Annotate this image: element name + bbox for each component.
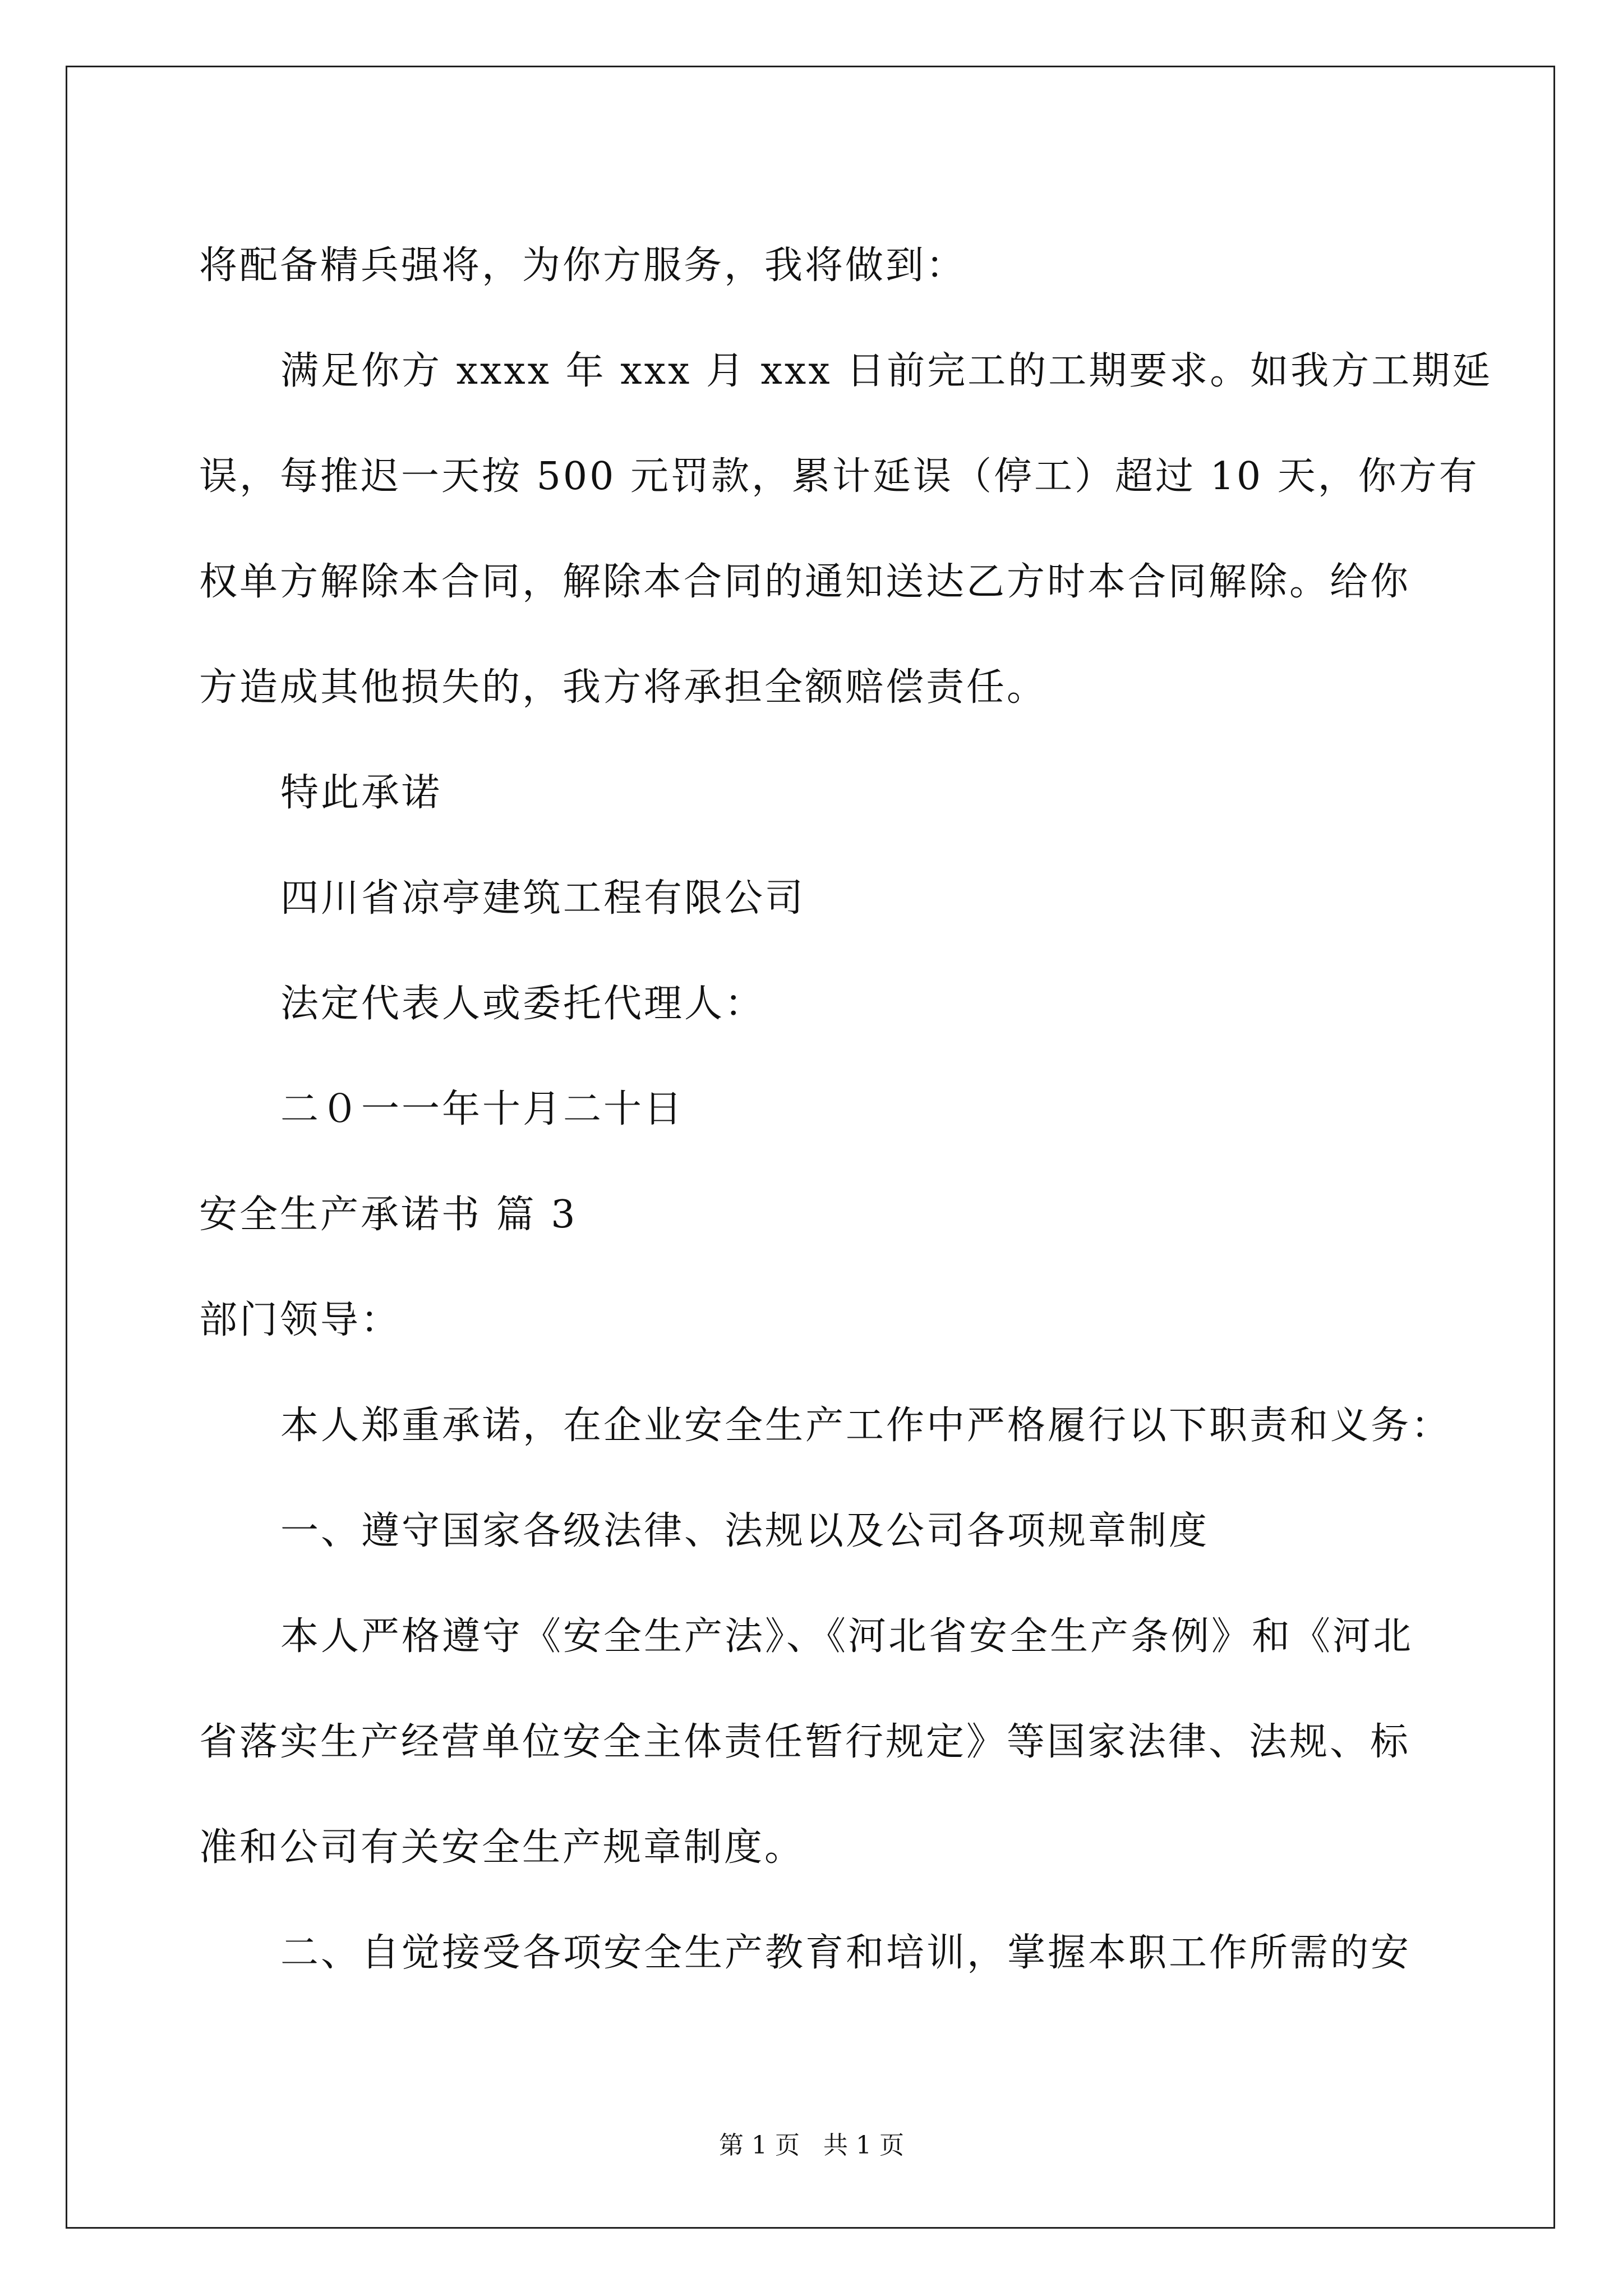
- company-name: 四川省凉亭建筑工程有限公司: [280, 876, 806, 921]
- text-line-17: 二、自觉接受各项安全生产教育和培训，掌握本职工作所需的安: [280, 1931, 1412, 1975]
- text-line-2: 满足你方 xxxx 年 xxx 月 xxx 日前完工的工期要求。如我方工期延: [280, 349, 1493, 393]
- text-line-5: 方造成其他损失的，我方将承担全额赔偿责任。: [199, 665, 1048, 710]
- text-line-4: 权单方解除本合同，解除本合同的通知送达乙方时本合同解除。给你: [199, 560, 1411, 604]
- signatory-label: 法定代表人或委托代理人：: [280, 982, 766, 1026]
- document-date: 二０一一年十月二十日: [280, 1087, 685, 1131]
- text-line-1: 将配备精兵强将，为你方服务，我将做到：: [199, 243, 967, 288]
- text-line-15: 省落实生产经营单位安全主体责任暂行规定》等国家法律、法规、标: [199, 1720, 1411, 1764]
- text-line-12: 本人郑重承诺，在企业安全生产工作中严格履行以下职责和义务：: [280, 1404, 1452, 1448]
- text-line-14: 本人严格遵守《安全生产法》、《河北省安全生产条例》和《河北: [280, 1614, 1414, 1659]
- section-heading: 安全生产承诺书 篇 3: [199, 1193, 578, 1237]
- salutation: 部门领导：: [199, 1298, 402, 1342]
- text-line-13: 一、遵守国家各级法律、法规以及公司各项规章制度: [280, 1509, 1210, 1553]
- text-line-6: 特此承诺: [280, 771, 442, 815]
- text-line-3: 误，每推迟一天按 500 元罚款，累计延误（停工）超过 10 天，你方有: [199, 454, 1479, 499]
- document-body: [199, 213, 1493, 2006]
- text-line-16: 准和公司有关安全生产规章制度。: [199, 1825, 805, 1870]
- page-footer: 第 1 页 共 1 页: [719, 2131, 904, 2160]
